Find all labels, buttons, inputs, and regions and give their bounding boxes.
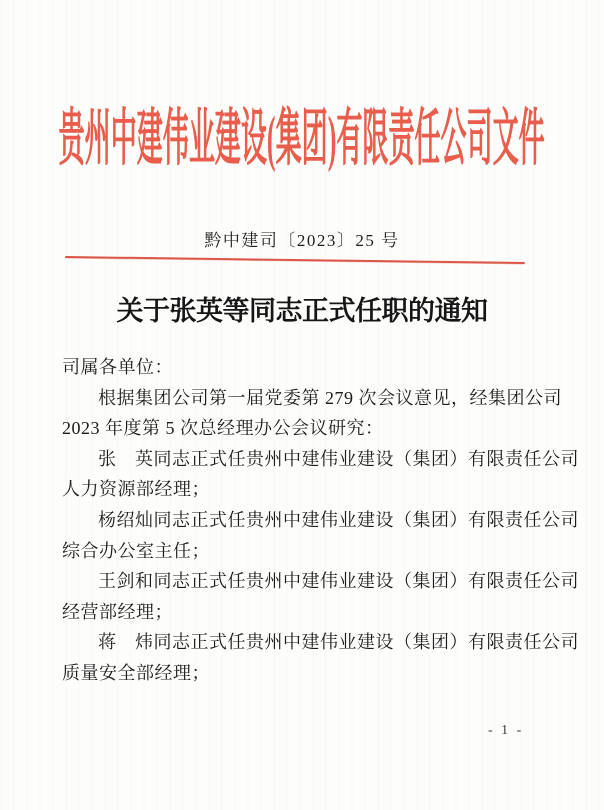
body-text: 根据集团公司第一届党委第 279 次会议意见，经集团公司 bbox=[98, 387, 562, 408]
body-text: 张 英同志正式任贵州中建伟业建设（集团）有限责任公司 bbox=[98, 448, 579, 469]
body-text-line bbox=[62, 352, 548, 383]
body-text-line bbox=[62, 597, 548, 628]
page-number: - 1 - bbox=[488, 723, 524, 738]
body-text-line bbox=[62, 383, 562, 414]
body-text: 人力资源部经理； bbox=[62, 479, 210, 500]
body-text: 综合办公室主任； bbox=[62, 540, 210, 561]
body-text-line bbox=[62, 474, 548, 505]
body-text-line bbox=[62, 413, 548, 444]
body-text-line bbox=[62, 627, 579, 658]
body-text: 王剑和同志正式任贵州中建伟业建设（集团）有限责任公司 bbox=[98, 571, 579, 592]
body-text-line bbox=[62, 566, 579, 597]
body-text-line bbox=[62, 536, 548, 567]
body-text: 质量安全部经理； bbox=[62, 662, 210, 683]
red-separator-rule bbox=[65, 256, 525, 264]
body-text-line bbox=[62, 505, 579, 536]
body-text-line bbox=[62, 444, 579, 475]
document-body bbox=[62, 352, 579, 689]
body-text-line bbox=[62, 658, 548, 689]
body-text: 司属各单位： bbox=[62, 357, 173, 377]
masthead-org-title: 贵州中建伟业建设(集团)有限责任公司文件 bbox=[58, 104, 546, 173]
document-title: 关于张英等同志正式任职的通知 bbox=[116, 296, 488, 326]
body-text: 2023 年度第 5 次总经理办公会议研究： bbox=[62, 418, 384, 439]
body-text: 杨绍灿同志正式任贵州中建伟业建设（集团）有限责任公司 bbox=[98, 509, 579, 530]
document-reference-number: 黔中建司〔2023〕25 号 bbox=[204, 231, 400, 250]
masthead bbox=[0, 92, 604, 172]
body-text: 蒋 炜同志正式任贵州中建伟业建设（集团）有限责任公司 bbox=[98, 632, 579, 653]
body-text: 经营部经理； bbox=[62, 601, 173, 622]
